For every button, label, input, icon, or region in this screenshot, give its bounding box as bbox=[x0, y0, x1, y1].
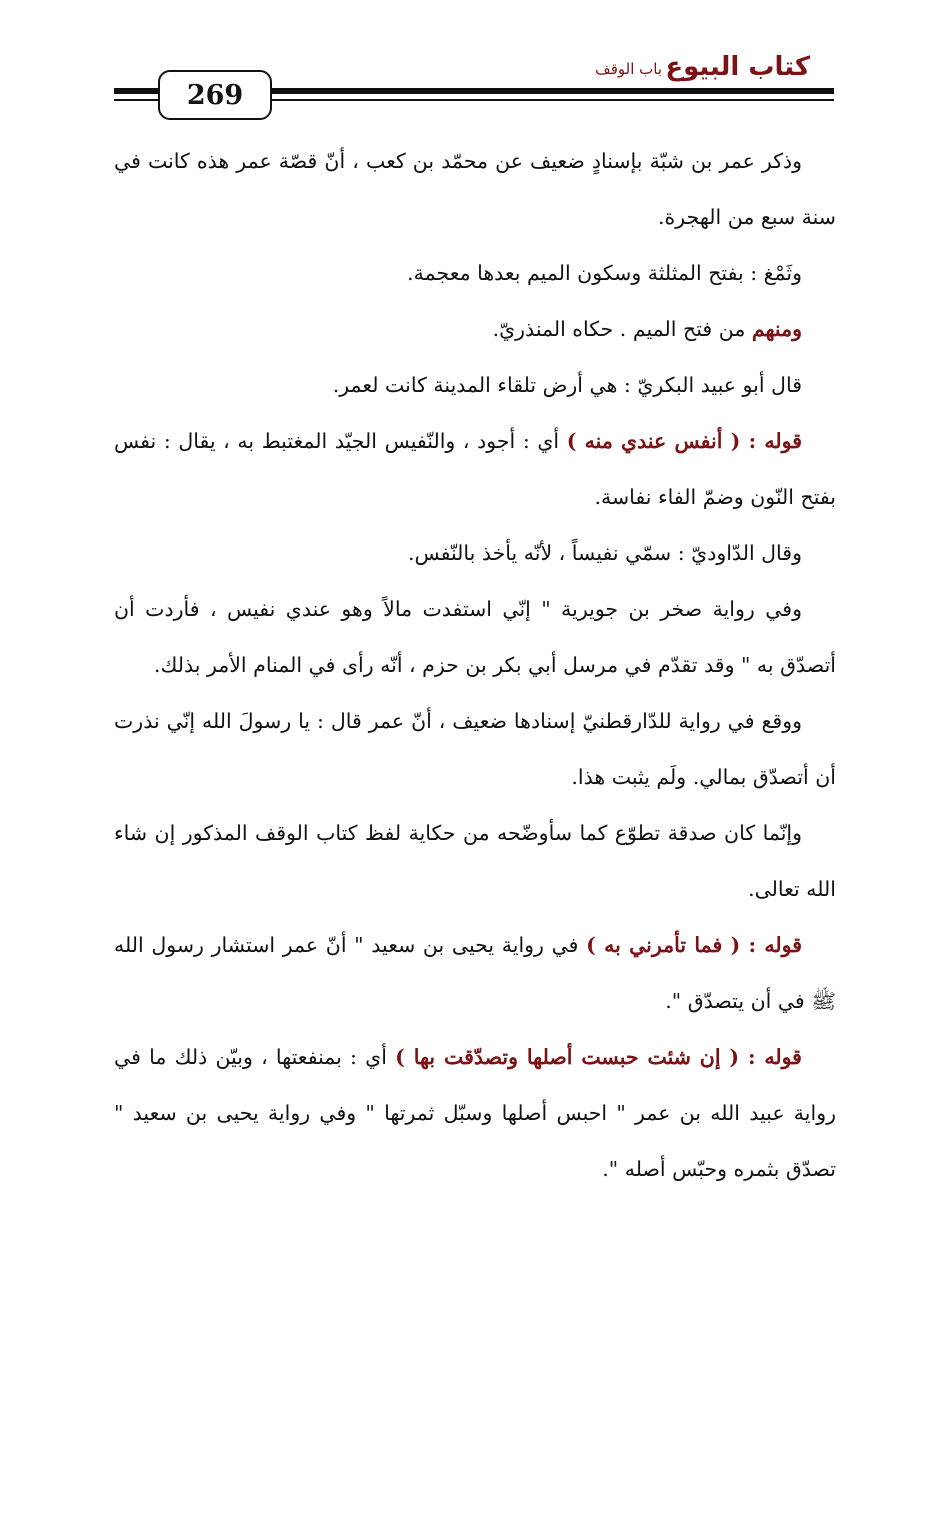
paragraph bbox=[114, 245, 836, 301]
chapter-title: باب الوقف bbox=[595, 60, 662, 78]
paragraph-text: في رواية يحيى بن سعيد " أنّ عمر استشار رسول الله ﷺ في أن يتصدّق ". bbox=[114, 933, 836, 1013]
paragraph bbox=[114, 917, 836, 1029]
paragraph bbox=[114, 133, 836, 245]
paragraph-text: وذكر عمر بن شبّة بإسنادٍ ضعيف عن محمّد بن كعب ، أنّ قصّة عمر هذه كانت في سنة سبع من الهجرة. bbox=[114, 149, 836, 229]
highlighted-term: قوله : ( أنفس عندي منه ) bbox=[566, 429, 802, 453]
paragraph bbox=[114, 581, 836, 693]
paragraph-text: قال أبو عبيد البكريّ : هي أرض تلقاء المدينة كانت لعمر. bbox=[332, 373, 802, 397]
paragraph-text: وفي رواية صخر بن جويرية " إنّي استفدت مالاً وهو عندي نفيس ، فأردت أن أتصدّق به " وقد تقدّم في مرسل أبي بكر بن حزم ، أنّه رأى في المنام الأمر بذلك. bbox=[114, 597, 836, 677]
paragraph bbox=[114, 693, 836, 805]
paragraph-text: وثَمْغ : بفتح المثلثة وسكون الميم بعدها معجمة. bbox=[407, 261, 802, 285]
book-title: كتاب البيوع bbox=[665, 52, 810, 82]
paragraph bbox=[114, 357, 836, 413]
body-text bbox=[114, 133, 836, 1197]
highlighted-term: قوله : ( إن شئت حبست أصلها وتصدّقت بها ) bbox=[395, 1045, 802, 1069]
paragraph-text: وإنّما كان صدقة تطوّع كما سأوضّحه من حكاية لفظ كتاب الوقف المذكور إن شاء الله تعالى. bbox=[114, 821, 836, 901]
page-header bbox=[114, 40, 834, 130]
paragraph bbox=[114, 525, 836, 581]
paragraph bbox=[114, 1029, 836, 1197]
paragraph-text: أي : أجود ، والنّفيس الجيّد المغتبط به ، يقال : نفس بفتح النّون وضمّ الفاء نفاسة. bbox=[114, 429, 836, 509]
paragraph bbox=[114, 805, 836, 917]
highlighted-term: ومنهم bbox=[751, 317, 802, 341]
paragraph-text: ووقع في رواية للدّارقطنيّ إسنادها ضعيف ، أنّ عمر قال : يا رسولَ الله إنّي نذرت أن أتصدّق بمالي. ولَم يثبت هذا. bbox=[114, 709, 836, 789]
page-number: 269 bbox=[186, 79, 244, 111]
paragraph-text: أي : بمنفعتها ، وبيّن ذلك ما في رواية عبيد الله بن عمر " احبس أصلها وسبّل ثمرتها " وفي رواية يحيى بن سعيد " تصدّق بثمره وحبّس أصله ". bbox=[114, 1045, 836, 1181]
highlighted-term: قوله : ( فما تأمرني به ) bbox=[586, 933, 803, 957]
page-number-box bbox=[158, 70, 272, 120]
paragraph bbox=[114, 413, 836, 525]
paragraph-text: وقال الدّاوديّ : سمّي نفيساً ، لأنّه يأخذ بالنّفس. bbox=[407, 541, 802, 565]
paragraph bbox=[114, 301, 836, 357]
paragraph-text: من فتح الميم . حكاه المنذريّ. bbox=[492, 317, 752, 341]
